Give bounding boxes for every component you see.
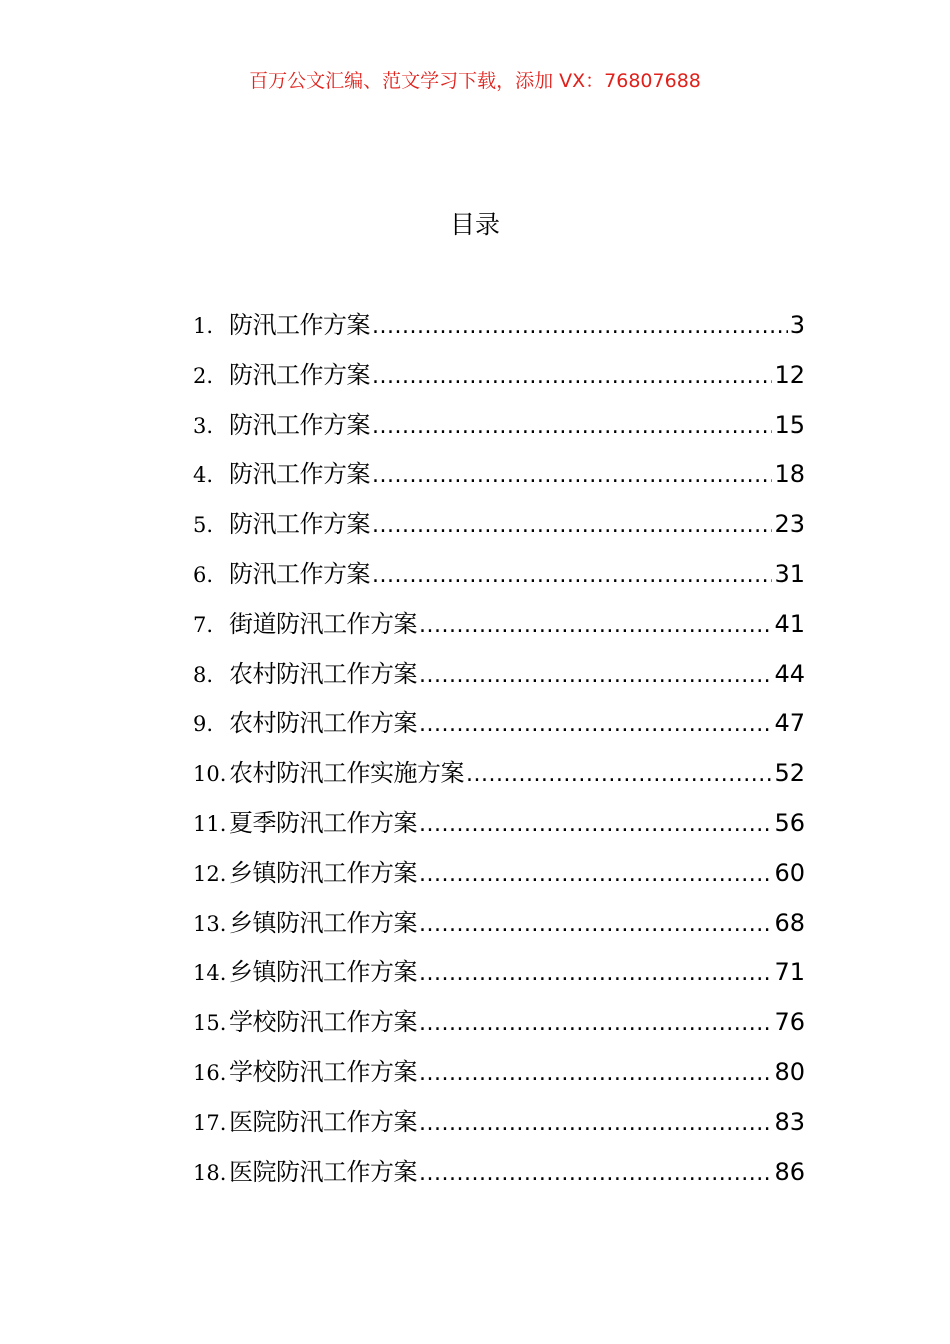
toc-entry-page: 60 [774,858,805,887]
toc-entry-title: 防汛工作方案 [229,360,370,389]
toc-dot-leader [419,1154,772,1194]
toc-entry-title: 医院防汛工作方案 [229,1157,417,1186]
toc-dot-leader [372,357,772,397]
toc-entry-number: 13. [193,911,227,936]
toc-entry[interactable] [193,355,805,405]
toc-entry-number: 12. [193,861,227,886]
toc-dot-leader [419,705,772,745]
toc-entry-title: 防汛工作方案 [229,410,370,439]
toc-dot-leader [372,506,772,546]
toc-dot-leader [419,1054,772,1094]
toc-dot-leader [419,1004,772,1044]
toc-entry-number: 5. [193,513,214,538]
toc-entry-page: 83 [774,1107,805,1136]
toc-entry-page: 44 [774,659,805,688]
toc-entry[interactable] [193,903,805,953]
toc-entry[interactable] [193,604,805,654]
toc-dot-leader [419,905,772,945]
toc-entry-page: 52 [774,759,805,788]
toc-entry[interactable] [193,1052,805,1102]
toc-entry-title: 街道防汛工作方案 [229,609,417,638]
toc-dot-leader [419,606,772,646]
toc-entry[interactable] [193,504,805,554]
toc-entry-title: 农村防汛工作方案 [229,709,417,738]
toc-entry[interactable] [193,803,805,853]
toc-entry-page: 80 [774,1057,805,1086]
toc-entry-title: 农村防汛工作实施方案 [229,759,464,788]
toc-entry-page: 15 [774,410,805,439]
toc-entry-title: 乡镇防汛工作方案 [229,958,417,987]
toc-entry-page: 12 [774,360,805,389]
toc-entry-page: 71 [774,958,805,987]
toc-entry-page: 18 [774,460,805,489]
toc-entry-page: 31 [774,559,805,588]
toc-entry-title: 乡镇防汛工作方案 [229,908,417,937]
toc-entry[interactable] [193,952,805,1002]
toc-entry-number: 3. [193,413,214,438]
toc-entry-page: 76 [774,1008,805,1037]
toc-entry-page: 68 [774,908,805,937]
toc-dot-leader [419,954,772,994]
toc-entry-number: 1. [193,314,214,338]
toc-entry-number: 18. [193,1160,227,1185]
toc-entry-title: 农村防汛工作方案 [229,659,417,688]
toc-entry-title: 防汛工作方案 [229,311,370,339]
toc-entry[interactable] [193,1102,805,1152]
toc-entry[interactable] [193,1002,805,1052]
toc-dot-leader [372,407,772,447]
toc-entry[interactable] [193,853,805,903]
toc-dot-leader [372,456,772,496]
toc-list [193,305,805,1201]
toc-entry-number: 4. [193,463,214,488]
toc-entry-number: 9. [193,712,214,737]
toc-dot-leader [466,755,772,795]
toc-dot-leader [372,556,772,596]
toc-entry-title: 学校防汛工作方案 [229,1057,417,1086]
toc-dot-leader [372,307,788,347]
toc-entry-page: 47 [774,709,805,738]
toc-entry[interactable] [193,554,805,604]
toc-entry[interactable] [193,305,805,355]
header-note: 百万公文汇编、范文学习下载，添加 VX：76807688 [249,70,701,92]
toc-entry-number: 15. [193,1011,227,1036]
toc-entry[interactable] [193,753,805,803]
toc-entry-number: 6. [193,562,214,587]
toc-entry-title: 夏季防汛工作方案 [229,808,417,837]
toc-entry-number: 17. [193,1110,227,1135]
toc-entry[interactable] [193,454,805,504]
toc-dot-leader [419,1104,772,1144]
toc-entry-title: 防汛工作方案 [229,559,370,588]
toc-entry-title: 学校防汛工作方案 [229,1008,417,1037]
toc-dot-leader [419,855,772,895]
toc-entry-number: 11. [193,811,227,836]
toc-entry-title: 乡镇防汛工作方案 [229,858,417,887]
toc-entry-number: 10. [193,762,227,787]
toc-entry-number: 14. [193,961,227,986]
toc-entry-page: 86 [774,1157,805,1186]
toc-entry-page: 3 [789,311,805,339]
toc-entry-number: 8. [193,662,214,687]
toc-entry-page: 23 [774,510,805,539]
toc-entry[interactable] [193,405,805,455]
toc-entry[interactable] [193,654,805,704]
toc-entry-number: 7. [193,612,214,637]
toc-entry-number: 16. [193,1060,227,1085]
toc-title: 目录 [449,210,500,239]
toc-entry-title: 防汛工作方案 [229,460,370,489]
toc-entry-page: 41 [774,609,805,638]
toc-entry-page: 56 [774,808,805,837]
toc-dot-leader [419,656,772,696]
toc-entry-title: 防汛工作方案 [229,510,370,539]
toc-entry-number: 2. [193,363,214,388]
toc-entry-title: 医院防汛工作方案 [229,1107,417,1136]
toc-entry[interactable] [193,1152,805,1202]
toc-dot-leader [419,805,772,845]
toc-entry[interactable] [193,703,805,753]
